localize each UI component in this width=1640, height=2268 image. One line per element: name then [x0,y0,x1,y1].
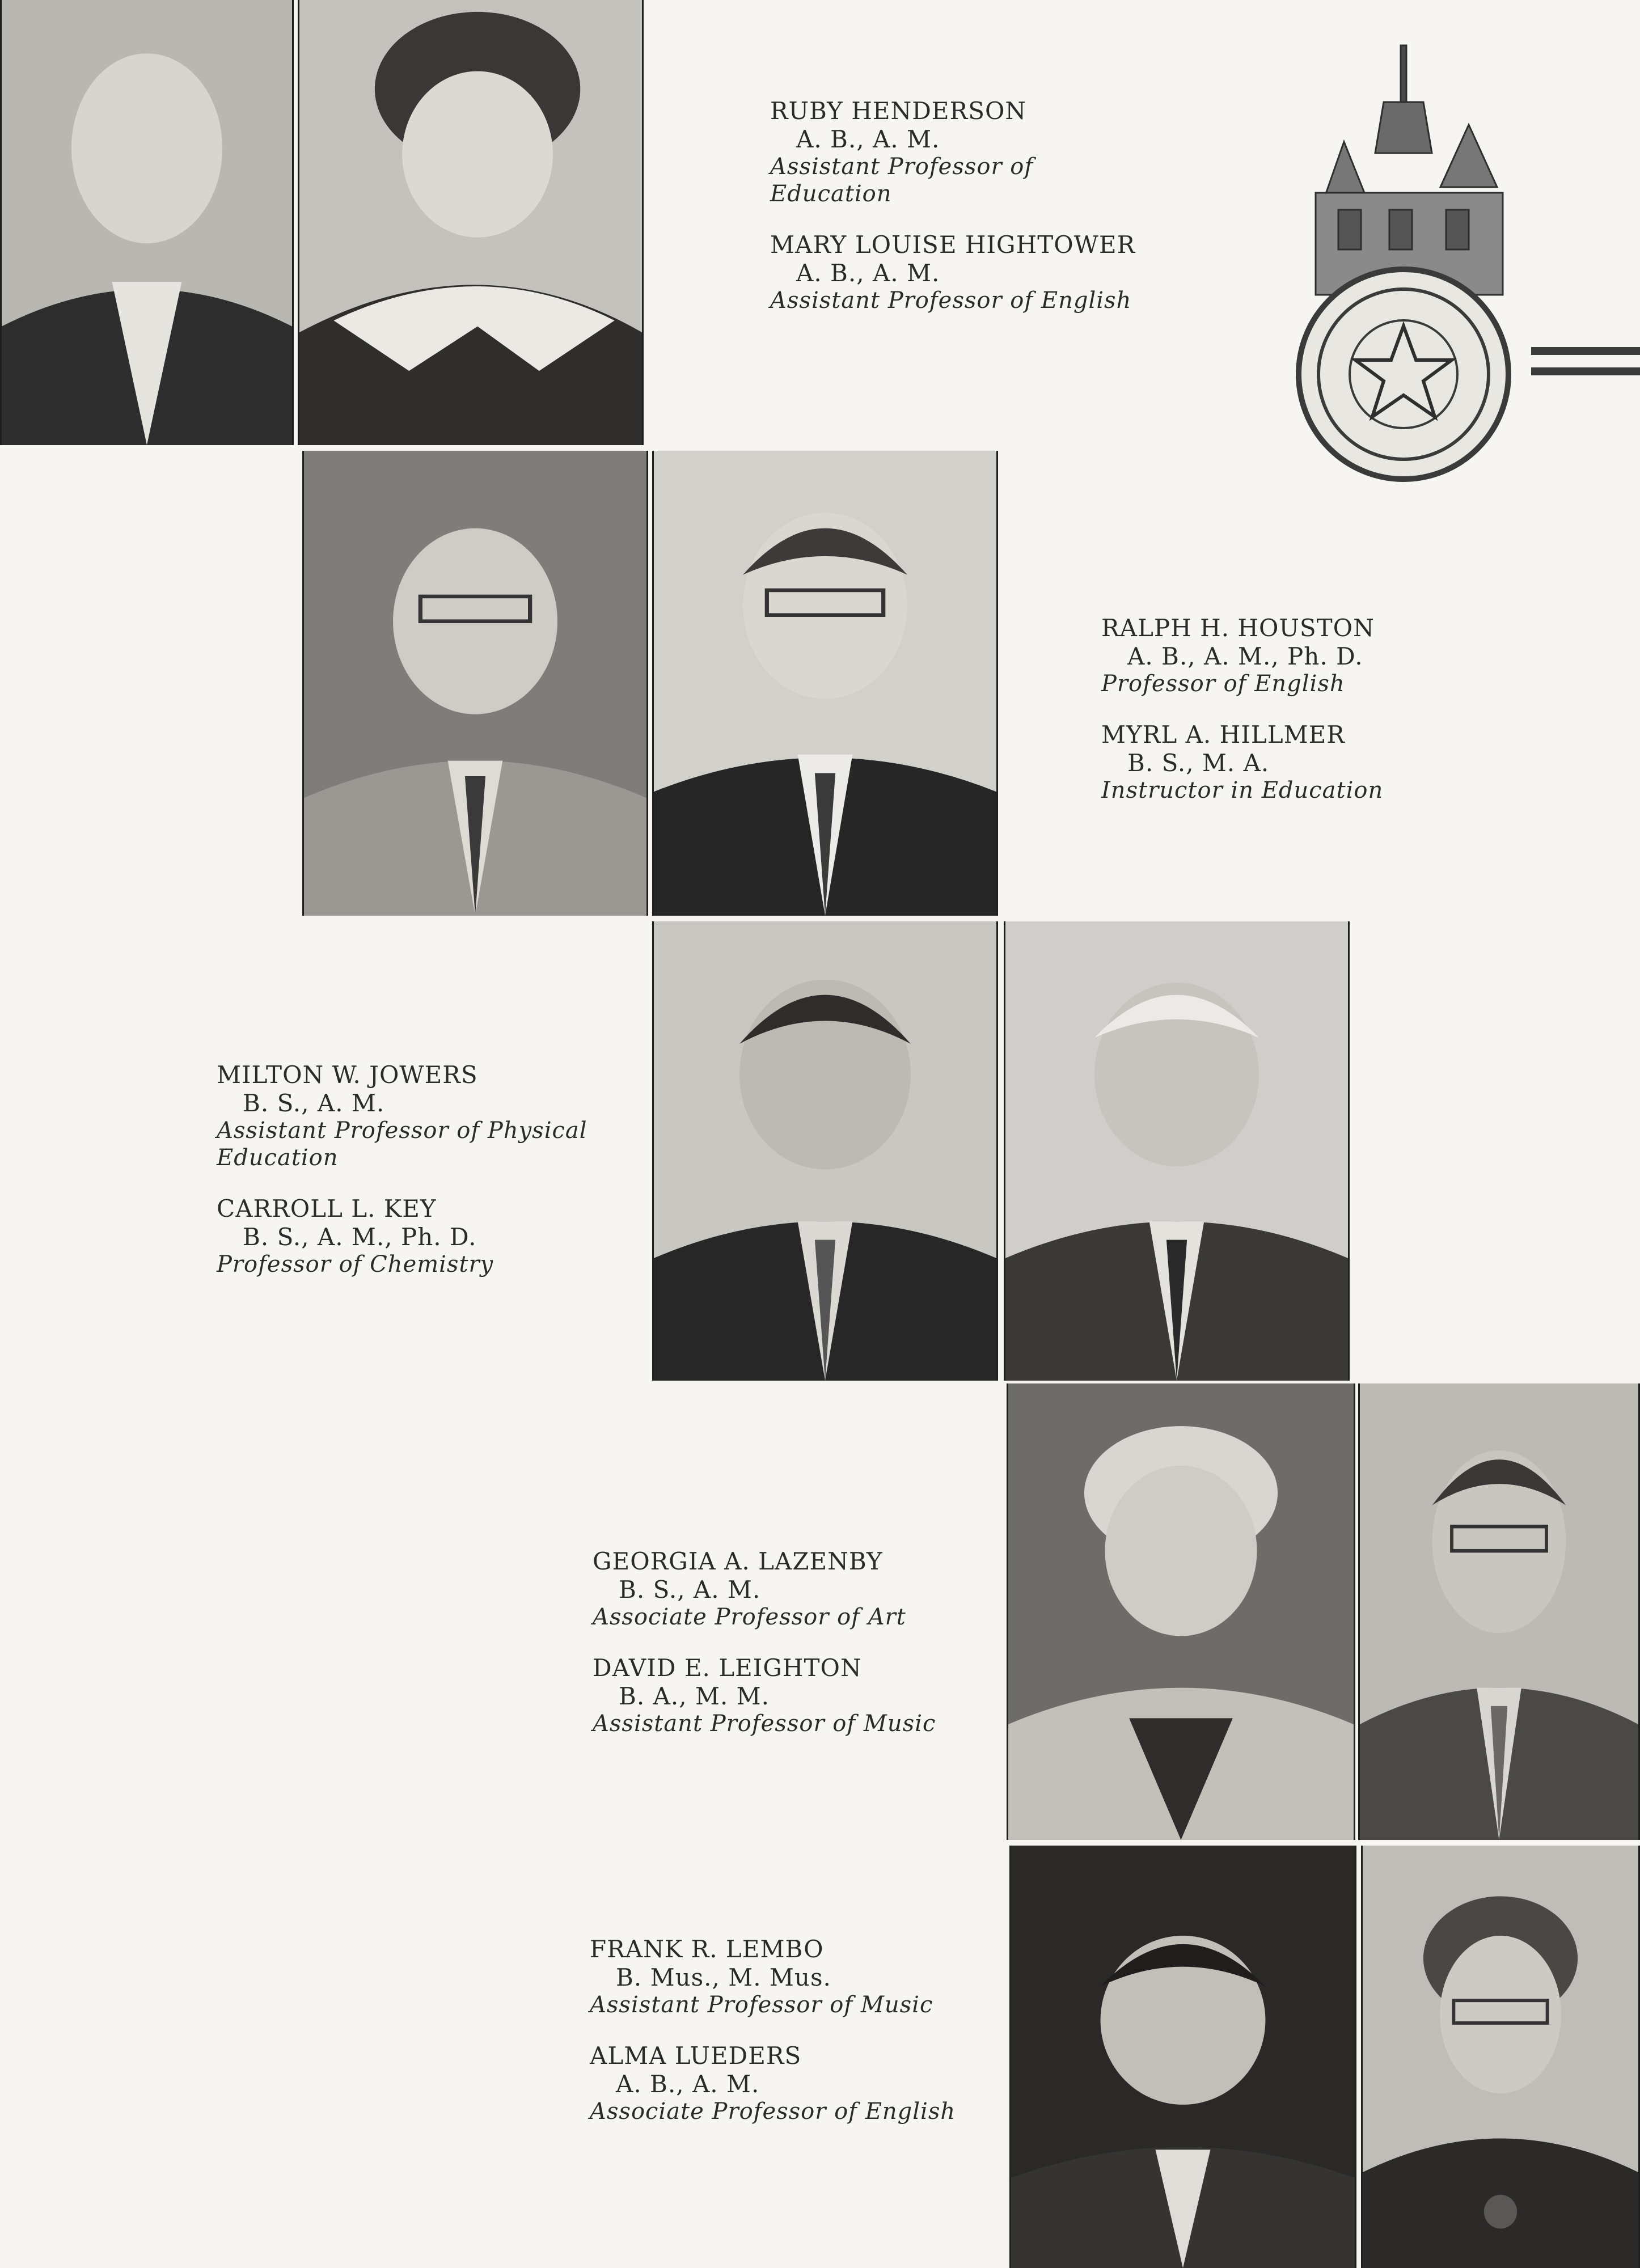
portrait-alma-lueders [1361,1846,1640,2268]
faculty-name: GEORGIA A. LAZENBY [593,1547,883,1575]
decorative-rule [1531,347,1640,355]
faculty-name: MYRL A. HILLMER [1101,721,1345,748]
faculty-degrees: A. B., A. M. [796,259,940,287]
faculty-degrees: A. B., A. M., Ph. D. [1127,642,1363,670]
faculty-entry [593,1653,936,1737]
faculty-title: Instructor in Education [1101,777,1384,803]
faculty-degrees: B. Mus., M. Mus. [616,1964,831,1991]
portrait-ruby-henderson [0,0,294,445]
faculty-entry [593,1547,936,1631]
portrait-ralph-h-houston [302,451,648,916]
faculty-title: Education [770,181,892,207]
faculty-degrees: B. A., M. M. [619,1682,770,1710]
faculty-entry [590,1935,956,2019]
caption-block-row4 [593,1547,936,1737]
faculty-title: Associate Professor of Art [593,1604,906,1630]
faculty-title: Education [217,1145,339,1171]
faculty-degrees: B. S., A. M. [619,1576,761,1603]
caption-block-row1 [770,96,1135,314]
faculty-entry [590,2041,956,2125]
faculty-name: MILTON W. JOWERS [217,1061,478,1089]
faculty-entry [217,1060,587,1171]
faculty-name: CARROLL L. KEY [217,1195,437,1222]
decorative-rule [1531,367,1640,375]
faculty-title: Assistant Professor of English [770,287,1132,314]
faculty-name: FRANK R. LEMBO [590,1935,824,1963]
faculty-title: Associate Professor of English [590,2098,956,2125]
faculty-title: Professor of Chemistry [217,1251,494,1277]
faculty-degrees: B. S., A. M. [243,1089,385,1117]
faculty-name: MARY LOUISE HIGHTOWER [770,231,1136,259]
caption-block-row5 [590,1935,956,2125]
caption-block-row3 [217,1060,587,1278]
portrait-mary-louise-hightower [298,0,644,445]
faculty-name: DAVID E. LEIGHTON [593,1654,862,1682]
portrait-myrl-a-hillmer [652,451,998,916]
faculty-degrees: A. B., A. M. [616,2070,760,2098]
college-seal-icon [1270,40,1537,488]
faculty-degrees: B. S., A. M., Ph. D. [243,1223,477,1251]
faculty-name: ALMA LUEDERS [590,2042,802,2070]
faculty-title: Assistant Professor of [770,154,1034,180]
faculty-title: Assistant Professor of Physical [217,1118,587,1144]
faculty-name: RUBY HENDERSON [770,97,1027,125]
portrait-carroll-l-key [1004,921,1350,1381]
faculty-entry [770,96,1135,208]
faculty-name: RALPH H. HOUSTON [1101,614,1375,642]
faculty-title: Assistant Professor of Music [593,1711,936,1737]
faculty-entry [217,1194,587,1278]
faculty-degrees: A. B., A. M. [796,125,940,153]
faculty-title: Professor of English [1101,671,1345,697]
portrait-frank-r-lembo [1009,1846,1356,2268]
portrait-georgia-a-lazenby [1007,1383,1355,1840]
faculty-title: Assistant Professor of Music [590,1992,933,2018]
caption-block-row2 [1101,613,1383,804]
portrait-david-e-leighton [1358,1383,1640,1840]
portrait-milton-w-jowers [652,921,998,1381]
faculty-entry [770,230,1135,314]
faculty-entry [1101,613,1383,697]
faculty-degrees: B. S., M. A. [1127,749,1270,777]
faculty-entry [1101,720,1383,804]
